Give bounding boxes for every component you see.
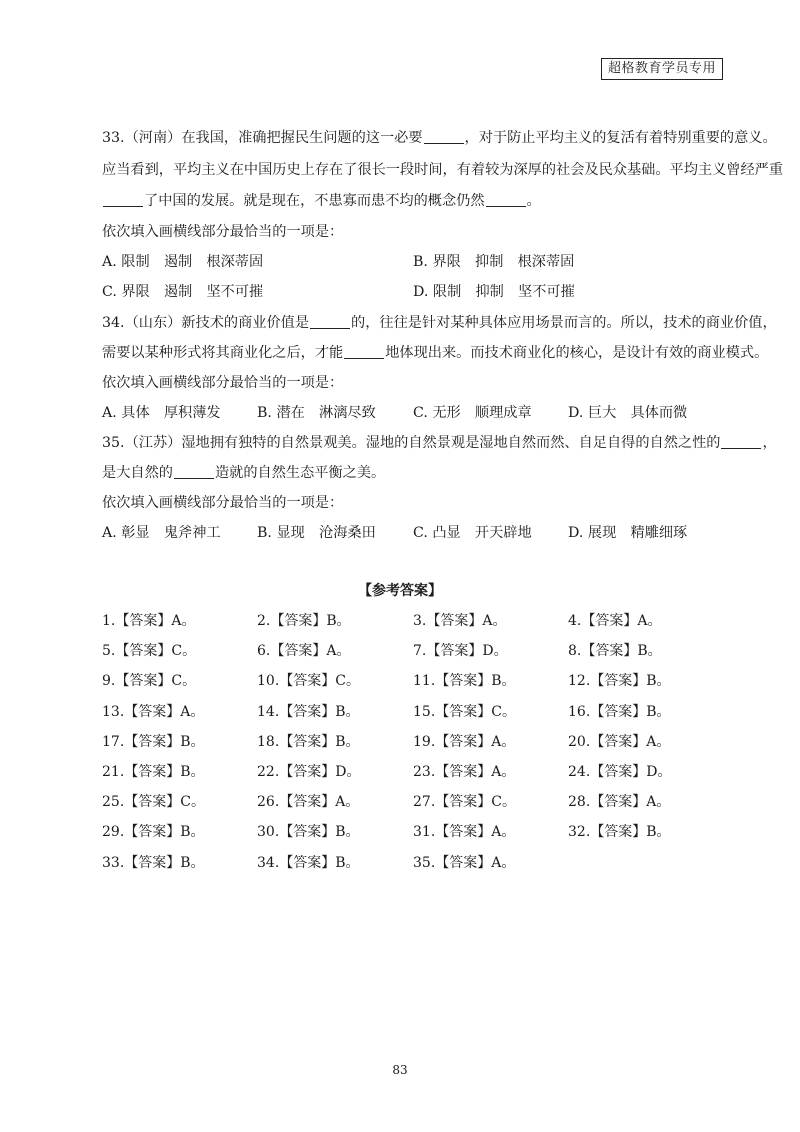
q35-option-d: D. 展现 精雕细琢 — [568, 525, 688, 541]
q34-line-2: 需要以某种形式将其商业化之后，才能 地体现出来。而技术商业化的核心，是设计有效的商业模式。 — [102, 345, 769, 361]
q35-option-c: C. 凸显 开天辟地 — [413, 525, 532, 541]
answer-item: 3.【答案】A。 — [413, 613, 507, 629]
q35-line-1: 35.（江苏）湿地拥有独特的自然景观美。湿地的自然景观是湿地自然而然、自足自得的自然之性的 ， — [102, 435, 777, 451]
answer-item: 2.【答案】B。 — [257, 613, 351, 629]
answer-blank — [310, 314, 350, 329]
q33-line-2: 应当看到，平均主义在中国历史上存在了很长一段时间，有着较为深厚的社会及民众基础。平均主义曾经严重 — [102, 162, 784, 178]
answer-blank — [174, 464, 214, 479]
page-number: 83 — [392, 1063, 408, 1077]
answer-item: 24.【答案】D。 — [568, 764, 672, 780]
answer-item: 7.【答案】D。 — [413, 643, 508, 660]
answer-item: 1.【答案】A。 — [102, 613, 196, 629]
answer-item: 35.【答案】A。 — [413, 854, 516, 871]
q35-prompt: 依次填入画横线部分最恰当的一项是： — [102, 495, 344, 511]
header-badge: 超格教育学员专用 — [601, 58, 723, 80]
q33-line-1: 33.（河南）在我国，准确把握民生问题的这一必要 ，对于防止平均主义的复活有着特别重要的意义。 — [102, 130, 777, 146]
q35-option-a: A. 彰显 鬼斧神工 — [102, 525, 221, 541]
answer-item: 23.【答案】A。 — [413, 764, 516, 780]
answer-item: 18.【答案】B。 — [257, 733, 360, 750]
answers-title: 【参考答案】 — [358, 583, 442, 599]
answer-blank — [486, 192, 526, 207]
q34-option-a: A. 具体 厚积薄发 — [102, 405, 221, 421]
answer-blank — [103, 192, 143, 207]
answer-item: 16.【答案】B。 — [568, 703, 671, 720]
answer-item: 5.【答案】C。 — [102, 643, 197, 660]
q34-option-c: C. 无形 顺理成章 — [413, 405, 532, 421]
answer-item: 21.【答案】B。 — [102, 764, 205, 780]
answer-item: 15.【答案】C。 — [413, 703, 516, 720]
answer-item: 30.【答案】B。 — [257, 824, 360, 841]
answer-item: 31.【答案】A。 — [413, 824, 516, 841]
answer-item: 25.【答案】C。 — [102, 794, 205, 811]
answer-item: 11.【答案】B。 — [413, 673, 516, 690]
q33-line-3: 了中国的发展。就是现在，不患寡而患不均的概念仍然 。 — [102, 191, 541, 211]
q35-option-b: B. 显现 沧海桑田 — [257, 525, 376, 541]
answer-item: 14.【答案】B。 — [257, 703, 360, 720]
answer-blank — [344, 344, 384, 359]
answer-item: 26.【答案】A。 — [257, 794, 360, 811]
answer-item: 13.【答案】A。 — [102, 703, 205, 720]
q33-option-a: A. 限制 遏制 根深蒂固 — [102, 254, 264, 270]
q33-option-d: D. 限制 抑制 坚不可摧 — [413, 284, 575, 300]
answer-item: 34.【答案】B。 — [257, 854, 360, 871]
q35-line-2: 是大自然的 造就的自然生态平衡之美。 — [102, 465, 386, 481]
answer-item: 33.【答案】B。 — [102, 854, 205, 871]
answer-item: 22.【答案】D。 — [257, 764, 361, 780]
answer-item: 19.【答案】A。 — [413, 733, 516, 750]
answer-item: 10.【答案】C。 — [257, 673, 360, 690]
answer-item: 29.【答案】B。 — [102, 824, 205, 841]
answer-item: 32.【答案】B。 — [568, 824, 671, 841]
answer-item: 9.【答案】C。 — [102, 673, 197, 690]
answer-item: 6.【答案】A。 — [257, 643, 351, 660]
q33-option-c: C. 界限 遏制 坚不可摧 — [102, 284, 264, 300]
q34-line-1: 34.（山东）新技术的商业价值是 的，往往是针对某种具体应用场景而言的。所以，技术的商业价值， — [102, 315, 777, 331]
q34-prompt: 依次填入画横线部分最恰当的一项是： — [102, 375, 344, 391]
answer-item: 20.【答案】A。 — [568, 733, 671, 750]
q33-prompt: 依次填入画横线部分最恰当的一项是： — [102, 224, 344, 240]
answer-item: 8.【答案】B。 — [568, 643, 662, 660]
answer-item: 28.【答案】A。 — [568, 794, 671, 811]
answer-blank — [721, 434, 761, 449]
answer-item: 4.【答案】A。 — [568, 613, 662, 629]
answer-item: 17.【答案】B。 — [102, 733, 205, 750]
q34-option-b: B. 潜在 淋漓尽致 — [257, 405, 376, 421]
answer-blank — [424, 129, 464, 144]
q34-option-d: D. 巨大 具体而微 — [568, 405, 688, 421]
q33-option-b: B. 界限 抑制 根深蒂固 — [413, 254, 575, 270]
answer-item: 27.【答案】C。 — [413, 794, 516, 811]
answer-item: 12.【答案】B。 — [568, 673, 671, 690]
